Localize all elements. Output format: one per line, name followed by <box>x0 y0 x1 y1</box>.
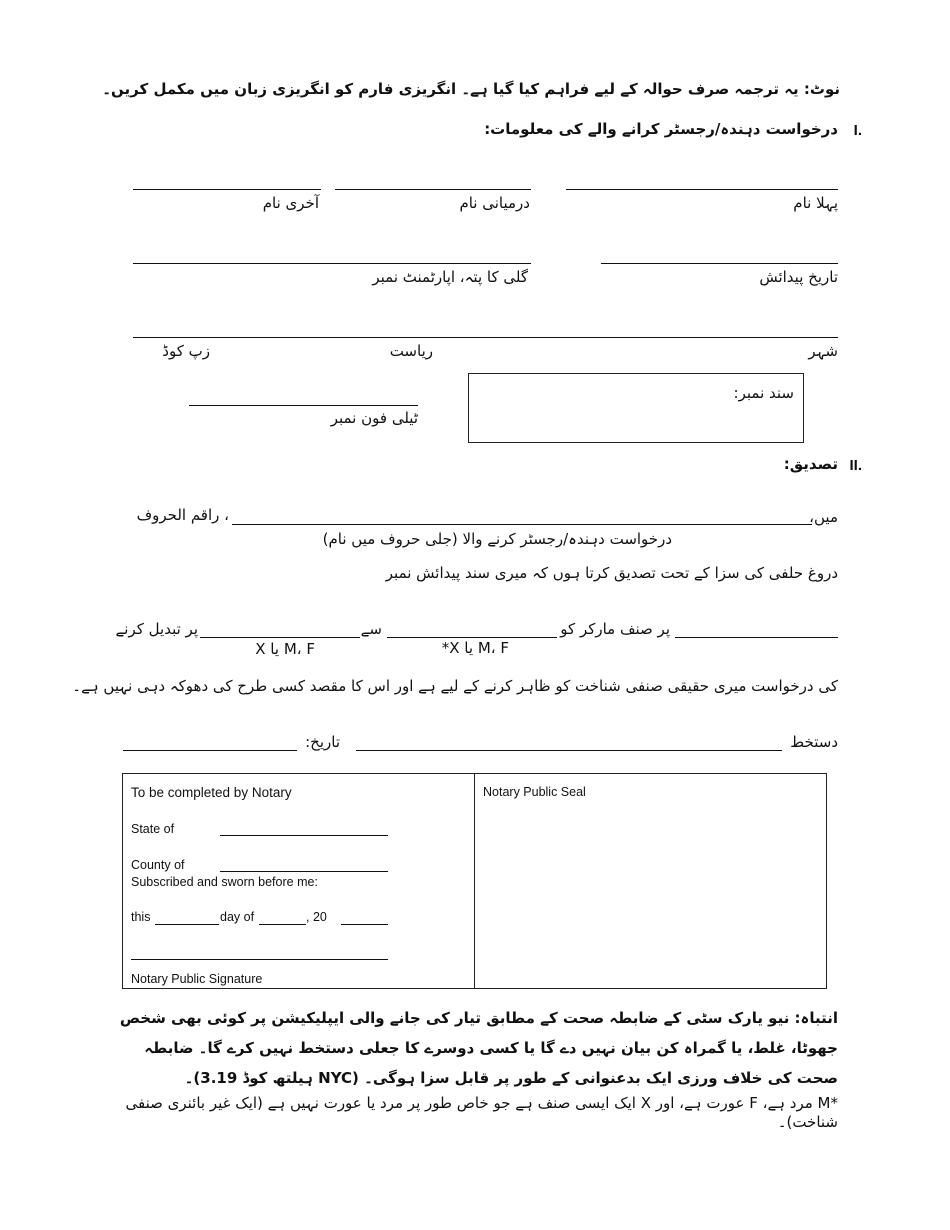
intent-statement: کی درخواست میری حقیقی صنفی شناخت کو ظاہر کرنے کے لیے ہے اور اس کا مقصد کسی طرح کی دھوکہ دہی نہیں ہے۔ <box>72 677 838 695</box>
first-name-label: پہلا نام <box>793 194 838 212</box>
signer-suffix: ، راقم الحروف <box>136 506 229 524</box>
certificate-number-box[interactable] <box>468 373 804 443</box>
notary-heading: To be completed by Notary <box>131 785 292 800</box>
dob-field[interactable] <box>601 263 838 264</box>
from-text: سے <box>360 620 382 638</box>
middle-name-label: درمیانی نام <box>459 194 530 212</box>
date-field[interactable] <box>123 750 297 751</box>
county-of-label: County of <box>131 858 185 872</box>
translation-note: نوٹ: یہ ترجمہ صرف حوالہ کے لیے فراہم کیا گیا ہے۔ انگریزی فارم کو انگریزی زبان میں مکمل کریں۔ <box>102 80 840 98</box>
notary-signature-field[interactable] <box>131 959 388 960</box>
notary-seal-label: Notary Public Seal <box>483 785 586 799</box>
gender-from-options: M، F یا X* <box>441 639 509 657</box>
telephone-label: ٹیلی فون نمبر <box>330 409 418 427</box>
section-1-title: درخواست دہندہ/رجسٹر کرانے والے کی معلومات: <box>484 120 838 138</box>
section-2-number: II. <box>849 457 862 474</box>
notary-year-field[interactable] <box>341 924 388 925</box>
first-name-field[interactable] <box>566 189 838 190</box>
change-to-text: پر تبدیل کرنے <box>115 620 198 638</box>
signature-field[interactable] <box>356 750 782 751</box>
warning-paragraph: انتباہ: نیو یارک سٹی کے ضابطہ صحت کے مطابق تیار کی جانے والی ایپلیکیشن پر کوئی بھی شخص جھوٹا، غلط، یا گمراہ کن بیان نہیں دے گا یا کسی دوسرے کا جعلی دستخط نہیں کرے گا۔ ضابطہ صحت کی خلاف ورزی ایک بدعنوانی کے طور پر قابل سزا ہوگی۔ (NYC ہیلتھ کوڈ 3.19)۔ <box>119 1009 838 1087</box>
birth-certificate-number-field[interactable] <box>675 637 838 638</box>
dob-label: تاریخ پیدائش <box>759 268 838 286</box>
applicant-name-field[interactable] <box>232 524 812 525</box>
i-prefix: میں، <box>809 508 838 526</box>
street-label: گلی کا پتہ، اپارٹمنٹ نمبر <box>372 268 528 286</box>
notary-month-field[interactable] <box>259 924 306 925</box>
year-prefix-label: , 20 <box>306 910 327 924</box>
notary-signature-label: Notary Public Signature <box>131 972 263 986</box>
section-2-title: تصدیق: <box>783 455 838 473</box>
zip-label: زپ کوڈ <box>162 342 210 360</box>
gender-to-options: M، F یا X <box>255 640 315 658</box>
state-label: ریاست <box>389 342 433 360</box>
subscribed-sworn-label: Subscribed and sworn before me: <box>131 875 318 889</box>
gender-footnote: *M مرد ہے، F عورت ہے، اور X ایک ایسی صنف ہے جو خاص طور پر مرد یا عورت نہیں ہے (ایک غیر بائنری صنفی شناخت)۔ <box>125 1094 838 1131</box>
last-name-field[interactable] <box>133 189 321 190</box>
telephone-field[interactable] <box>189 405 418 406</box>
gender-to-field[interactable] <box>200 637 360 638</box>
state-of-label: State of <box>131 822 175 836</box>
signature-label: دستخط <box>790 733 838 751</box>
day-of-label: day of <box>220 910 255 924</box>
certificate-number-label: سند نمبر: <box>733 384 794 402</box>
gender-from-field[interactable] <box>387 637 557 638</box>
city-state-zip-field[interactable] <box>133 337 838 338</box>
notary-day-field[interactable] <box>155 924 219 925</box>
date-label: تاریخ: <box>305 733 340 751</box>
middle-name-field[interactable] <box>335 189 531 190</box>
street-field[interactable] <box>133 263 531 264</box>
city-label: شہر <box>808 342 838 360</box>
perjury-statement: دروغ حلفی کی سزا کے تحت تصدیق کرتا ہوں کہ میری سند پیدائش نمبر <box>385 564 838 582</box>
last-name-label: آخری نام <box>262 194 319 212</box>
applicant-name-caption: درخواست دہندہ/رجسٹر کرنے والا (جلی حروف میں نام) <box>322 530 672 548</box>
notary-divider <box>474 774 475 988</box>
section-1-number: I. <box>853 122 862 139</box>
notary-box <box>122 773 827 989</box>
notary-state-field[interactable] <box>220 835 388 836</box>
this-label: this <box>131 910 151 924</box>
notary-county-field[interactable] <box>220 871 388 872</box>
gender-marker-text: پر صنف مارکر کو <box>560 620 670 638</box>
